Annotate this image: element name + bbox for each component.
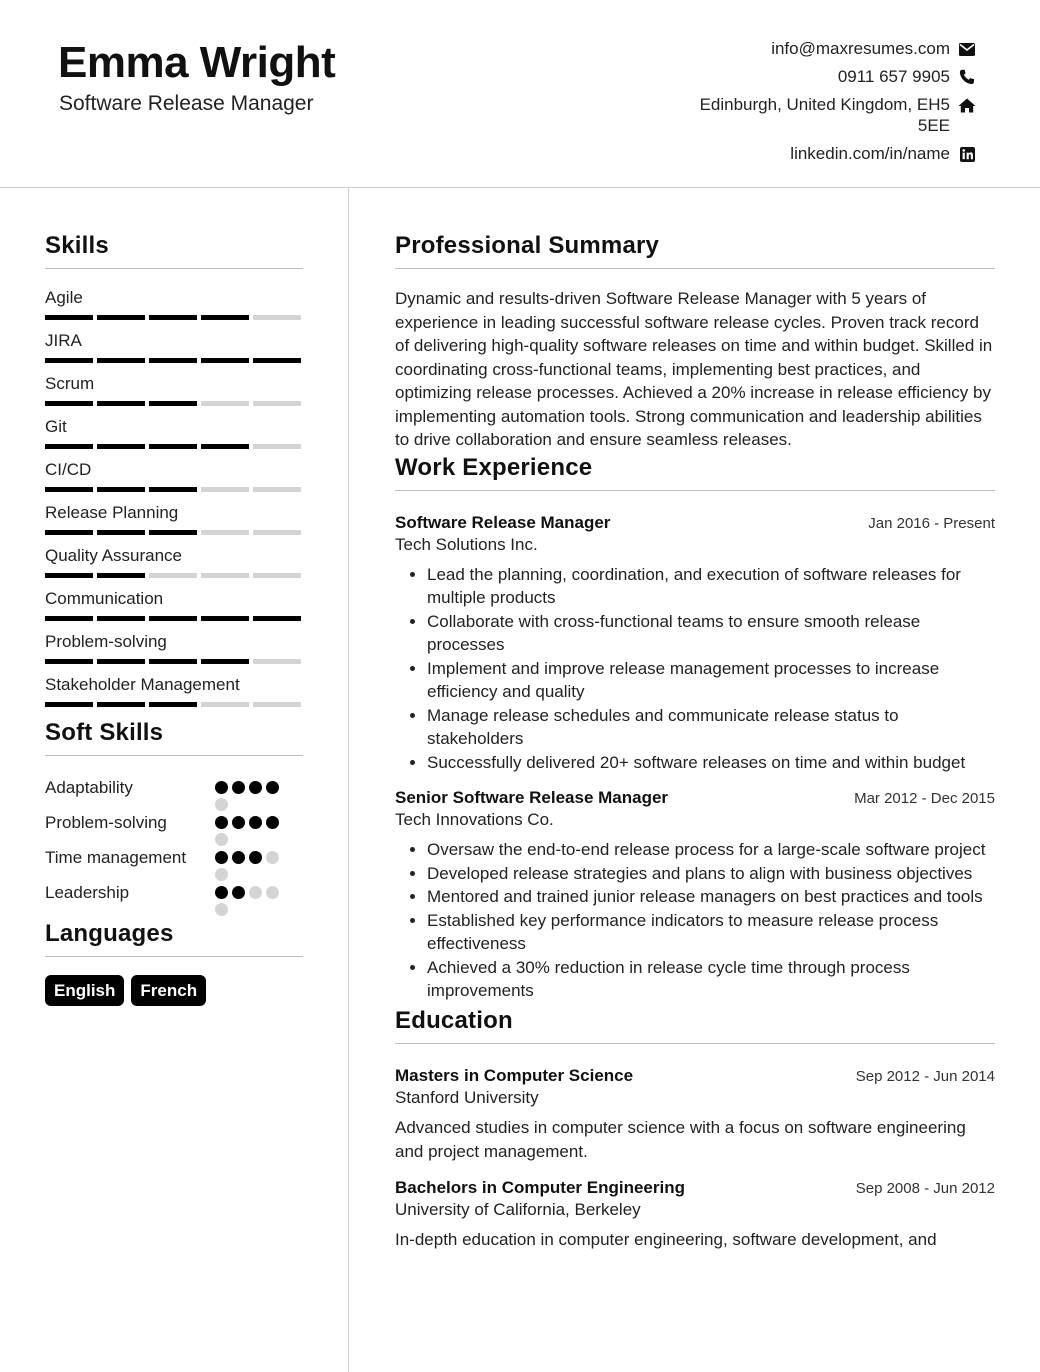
rating-dot [215,816,228,829]
job-bullets [395,563,995,775]
skill-level-segment [253,659,301,664]
skill-level-segment [253,401,301,406]
skill-level-segment [149,487,197,492]
job-header [395,513,995,533]
skill-level-segment [97,315,145,320]
skill-item [45,674,303,717]
job-bullets [395,838,995,1003]
skill-level-segment [201,530,249,535]
skill-level-segment [45,401,93,406]
skill-level-segment [149,401,197,406]
skill-level-segment [45,487,93,492]
job-date: Mar 2012 - Dec 2015 [854,790,995,807]
education-heading: Education [395,1007,995,1044]
sidebar [45,232,303,1006]
job-bullet: • Lead the planning, coordination, and execution of software releases for multiple products [427,563,995,610]
skill-level-segment [253,315,301,320]
skill-label: JIRA [45,331,82,350]
skill-level-segment [253,444,301,449]
soft-skill-rating [215,851,295,881]
resume-header [0,0,1040,188]
skill-level-segment [253,358,301,363]
rating-dot [232,816,245,829]
skill-level-segment [97,659,145,664]
soft-skill-item [45,881,303,916]
rating-dot [215,798,228,811]
rating-dot [249,886,262,899]
skill-label: Quality Assurance [45,546,183,565]
skill-item [45,373,303,416]
soft-skills-heading: Soft Skills [45,719,303,756]
school-name: University of California, Berkeley [395,1199,641,1219]
degree-title: Masters in Computer Science [395,1065,634,1085]
skill-level-segment [97,358,145,363]
skill-level-segment [45,444,93,449]
job-bullet: • Implement and improve release management processes to increase efficiency and quality [427,657,995,704]
soft-skill-item [45,811,303,846]
soft-skill-rating [215,781,295,811]
education-header [395,1066,995,1086]
skill-level-segment [253,530,301,535]
skills-list [45,287,303,717]
skill-level-segment [97,530,145,535]
skill-level-segment [97,401,145,406]
skill-level-segment [149,530,197,535]
skill-level-segment [149,616,197,621]
skill-level-segment [201,444,249,449]
home-icon [958,96,976,114]
language-badge: English [45,975,124,1006]
job-header [395,788,995,808]
address-text: Edinburgh, United Kingdom, EH5 5EE [699,95,950,135]
job-company: Tech Solutions Inc. [395,534,538,554]
skill-level-bar [45,358,303,363]
soft-skills-list [45,776,303,916]
contact-email[interactable] [646,38,976,59]
rating-dot [215,833,228,846]
experience-heading: Work Experience [395,454,995,491]
skill-level-bar [45,444,303,449]
skill-item [45,545,303,588]
envelope-icon [958,40,976,58]
rating-dot [249,781,262,794]
skill-level-segment [45,315,93,320]
soft-skill-label: Time management [45,848,187,867]
job-title: Software Release Manager [395,512,611,532]
soft-skill-label: Leadership [45,883,130,902]
rating-dot [215,781,228,794]
skill-level-segment [45,358,93,363]
summary-heading: Professional Summary [395,232,995,269]
skill-level-segment [201,616,249,621]
skill-label: Release Planning [45,503,179,522]
skill-level-segment [45,530,93,535]
skill-level-segment [97,616,145,621]
skill-level-segment [45,702,93,707]
skill-label: Stakeholder Management [45,675,240,694]
skill-level-segment [201,358,249,363]
skill-level-segment [97,573,145,578]
skill-label: Communication [45,589,164,608]
skill-item [45,631,303,674]
summary-text: Dynamic and results-driven Software Release Manager with 5 years of experience in leading successful software release cycles. Proven track record of delivering high-quality software releases on time and within budget. Skilled in coordinating cross-functional teams, implementing best practices, and optimizing release processes. Achieved a 20% increase in release efficiency by implementing automation tools. Strong communication and leadership abilities to drive collaboration and ensure seamless releases. [395,289,993,449]
skill-level-segment [253,487,301,492]
rating-dot [215,868,228,881]
job-title: Senior Software Release Manager [395,788,669,807]
education-date: Sep 2012 - Jun 2014 [855,1067,995,1085]
column-divider [348,188,349,1372]
skill-level-segment [149,573,197,578]
job-bullet: • Manage release schedules and communicate release status to stakeholders [427,704,995,751]
skill-label: CI/CD [45,460,92,479]
skill-level-bar [45,315,303,320]
rating-dot [215,851,228,864]
education-description: Advanced studies in computer science with a focus on software engineering and project management. [395,1117,966,1161]
soft-skill-item [45,846,303,881]
soft-skill-rating [215,816,295,846]
skill-level-segment [45,659,93,664]
rating-dot [232,886,245,899]
skill-level-segment [149,358,197,363]
skill-level-segment [253,573,301,578]
education-header [395,1178,995,1198]
languages-list [45,975,303,1006]
candidate-name: Emma Wright [58,38,336,87]
skill-level-bar [45,487,303,492]
degree-title: Bachelors in Computer Engineering [395,1177,685,1197]
skill-level-segment [45,616,93,621]
contact-address [646,94,976,136]
skill-item [45,459,303,502]
job-bullet: • Mentored and trained junior release managers on best practices and tools [427,885,995,909]
soft-skill-item [45,776,303,811]
rating-dot [266,816,279,829]
skill-item [45,416,303,459]
rating-dot [232,781,245,794]
education-date: Sep 2008 - Jun 2012 [855,1179,995,1197]
linkedin-text[interactable]: linkedin.com/in/name [790,144,950,163]
skill-level-segment [97,702,145,707]
skill-label: Agile [45,288,83,307]
phone-icon [958,68,976,86]
rating-dot [249,816,262,829]
job-bullet: • Oversaw the end-to-end release process for a large-scale software project [427,838,995,862]
skill-level-segment [97,487,145,492]
job-bullet: • Collaborate with cross-functional teams to ensure smooth release processes [427,610,995,657]
rating-dot [232,851,245,864]
rating-dot [266,886,279,899]
skill-level-segment [253,702,301,707]
soft-skill-label: Problem-solving [45,813,167,832]
education-entry [395,1178,995,1252]
job-bullet: • Successfully delivered 20+ software releases on time and within budget [427,751,995,775]
skill-level-segment [201,487,249,492]
contact-block [646,38,976,171]
skill-level-bar [45,573,303,578]
skill-item [45,502,303,545]
skill-level-segment [149,444,197,449]
rating-dot [249,851,262,864]
skill-level-segment [253,616,301,621]
languages-heading: Languages [45,920,303,957]
skills-heading: Skills [45,232,303,269]
skill-item [45,588,303,631]
skill-level-segment [149,702,197,707]
job-entry [395,788,995,1003]
job-date: Jan 2016 - Present [868,514,995,532]
soft-skill-label: Adaptability [45,778,133,797]
soft-skill-rating [215,886,295,916]
email-text[interactable]: info@maxresumes.com [771,39,950,58]
skill-level-segment [149,659,197,664]
language-badge: French [131,975,206,1006]
linkedin-icon [958,145,976,163]
skill-level-segment [201,659,249,664]
skill-level-bar [45,616,303,621]
contact-linkedin[interactable] [646,143,976,164]
phone-text[interactable]: 0911 657 9905 [837,67,950,86]
skill-item [45,330,303,373]
rating-dot [266,851,279,864]
main-content [395,232,995,1252]
job-bullet: • Achieved a 30% reduction in release cycle time through process improvements [427,956,995,1003]
contact-phone[interactable] [646,66,976,87]
skill-level-bar [45,530,303,535]
skill-label: Problem-solving [45,632,167,651]
skill-level-bar [45,401,303,406]
candidate-role: Software Release Manager [59,92,314,115]
job-company: Tech Innovations Co. [395,810,554,829]
skill-level-segment [97,444,145,449]
education-description: In-depth education in computer engineering, software development, and [395,1229,937,1249]
skill-level-segment [201,315,249,320]
education-list [395,1066,995,1252]
job-bullet: • Developed release strategies and plans to align with business objectives [427,862,995,886]
skill-level-segment [45,573,93,578]
rating-dot [215,886,228,899]
jobs-list [395,513,995,1003]
skill-level-segment [149,315,197,320]
school-name: Stanford University [395,1087,539,1107]
skill-level-bar [45,659,303,664]
skill-level-segment [201,573,249,578]
skill-level-segment [201,401,249,406]
skill-label: Git [45,417,67,436]
job-bullet: • Established key performance indicators to measure release process effectiveness [427,909,995,956]
job-entry [395,513,995,775]
rating-dot [215,903,228,916]
skill-level-bar [45,702,303,707]
skill-item [45,287,303,330]
skill-level-segment [201,702,249,707]
education-entry [395,1066,995,1164]
skill-label: Scrum [45,374,95,393]
rating-dot [266,781,279,794]
